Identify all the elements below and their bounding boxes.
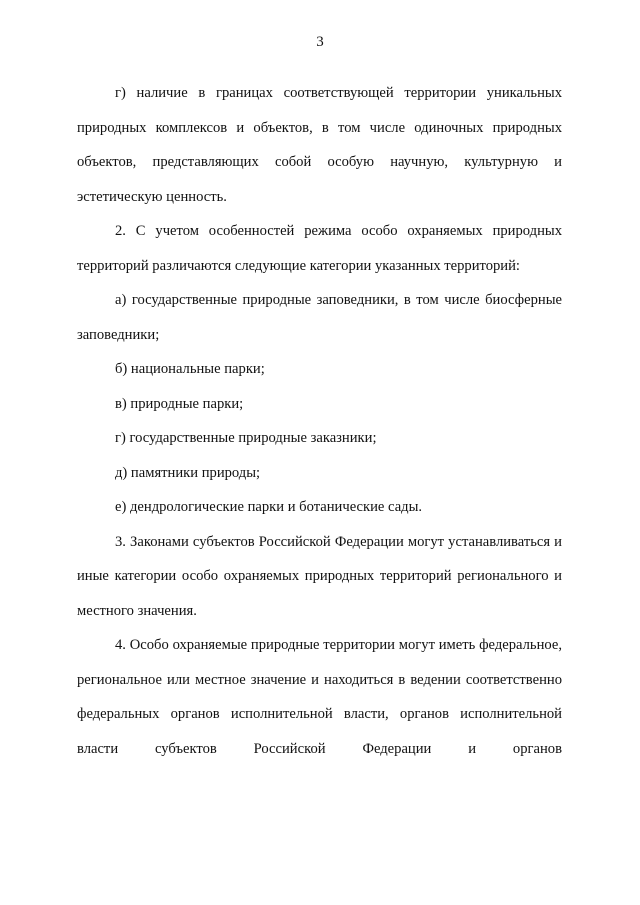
paragraph-section-2: 2. С учетом особенностей режима особо охраняемых природных территорий различаются следующие категории указанных территорий: (77, 223, 562, 274)
list-item-d: д) памятники природы; (115, 464, 261, 481)
list-item-v: в) природные парки; (115, 395, 244, 412)
paragraph-item-g: г) наличие в границах соответствующей территории уникальных природных комплексов и объектов, в том числе одиночных природных объектов, представляющих собой особую научную, культурную и эстетическую ценность. (77, 85, 562, 205)
list-item-a: а) государственные природные заповедники, в том числе биосферные заповедники; (77, 292, 562, 343)
page-number: 3 (316, 34, 324, 50)
paragraph-section-3: 3. Законами субъектов Российской Федерации могут устанавливаться и иные категории особо охраняемых природных территорий регионального и местного значения. (77, 533, 562, 619)
list-item-b: б) национальные парки; (115, 361, 265, 377)
paragraph-section-4: 4. Особо охраняемые природные территории могут иметь федеральное, региональное или местное значение и находиться в ведении соответственно федеральных органов исполнительной власти, органов исполнительной власти субъектов Российской Федерации и органов (77, 637, 562, 757)
list-item-g: г) государственные природные заказники; (115, 430, 377, 446)
document-body (77, 76, 562, 766)
list-item-e: е) дендрологические парки и ботанические сады. (115, 499, 423, 515)
